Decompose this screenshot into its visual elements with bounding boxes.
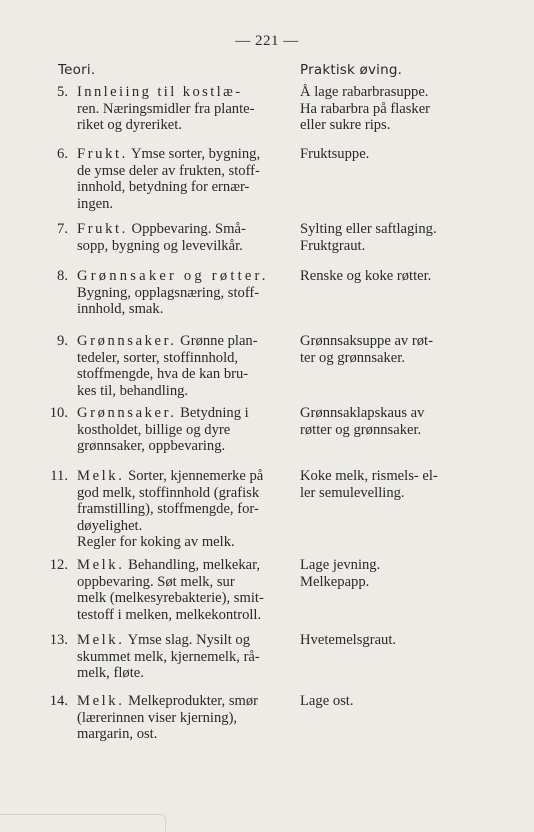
entry-number: 6.: [57, 146, 68, 162]
entry-theory: [77, 557, 282, 623]
theory-line: Innleiing til kostlæ-: [77, 84, 243, 100]
theory-line: ren. Næringsmidler fra plante-: [77, 100, 255, 117]
entry-number: 7.: [57, 221, 68, 237]
entry-theory: [77, 221, 282, 254]
theory-line: innhold, smak.: [77, 301, 164, 317]
entry-theory: [77, 468, 282, 551]
theory-line: melk (melkesyrebakterie), smit-: [77, 590, 264, 606]
theory-line: Frukt. Oppbevaring. Små-: [77, 221, 246, 237]
entry-practice: [300, 632, 462, 649]
theory-line: margarin, ost.: [77, 726, 158, 742]
theory-line: ingen.: [77, 195, 114, 212]
entry-theory: [77, 405, 282, 455]
entry-practice: [300, 268, 462, 285]
theory-line: god melk, stoffinnhold (grafisk: [77, 484, 260, 501]
entry-practice: [300, 84, 462, 134]
theory-line: testoff i melken, melkekontroll.: [77, 606, 262, 623]
theory-line: kostholdet, billige og dyre: [77, 421, 231, 438]
theory-line: Frukt. Ymse sorter, bygning,: [77, 146, 261, 162]
theory-line: døyelighet.: [77, 517, 143, 534]
practice-line: Renske og koke røtter.: [300, 268, 432, 284]
practice-line: Sylting eller saftlaging.: [300, 221, 437, 237]
practice-line: Grønnsaksuppe av røt-: [300, 333, 433, 349]
practice-line: røtter og grønnsaker.: [300, 421, 422, 438]
practice-line: Lage jevning.: [300, 557, 381, 573]
entry-number: 11.: [50, 468, 68, 484]
theory-line: kes til, behandling.: [77, 382, 189, 399]
entry-practice: [300, 557, 462, 590]
theory-line: Melk. Ymse slag. Nysilt og: [77, 632, 250, 648]
theory-line: grønnsaker, oppbevaring.: [77, 438, 226, 454]
theory-line: sopp, bygning og levevilkår.: [77, 237, 243, 254]
practice-line: Fruktsuppe.: [300, 146, 370, 162]
entry-practice: [300, 221, 462, 254]
theory-line: Grønnsaker og røtter.: [77, 268, 269, 284]
practice-line: Lage ost.: [300, 693, 354, 709]
heading-theory: Teori.: [58, 62, 96, 78]
practice-line: eller sukre rips.: [300, 117, 391, 133]
entry-practice: [300, 468, 462, 501]
theory-line: Grønnsaker. Betydning i: [77, 405, 249, 421]
entry-number: 9.: [57, 333, 68, 349]
practice-line: Hvetemelsgraut.: [300, 632, 397, 648]
page-edge-mark: [0, 814, 166, 832]
entry-practice: [300, 693, 462, 710]
theory-line: framstilling), stoffmengde, for-: [77, 501, 259, 517]
entry-theory: [77, 146, 282, 212]
theory-line: innhold, betydning for ernær-: [77, 179, 250, 195]
entry-theory: [77, 333, 282, 399]
practice-line: Å lage rabarbrasuppe.: [300, 84, 429, 100]
entry-theory: [77, 693, 282, 743]
entry-theory: [77, 268, 282, 318]
practice-line: ler semulevelling.: [300, 484, 405, 501]
practice-line: Koke melk, rismels- el-: [300, 468, 438, 484]
entry-theory: [77, 84, 282, 134]
heading-practice: Praktisk øving.: [300, 62, 403, 78]
theory-line: oppbevaring. Søt melk, sur: [77, 573, 235, 590]
practice-line: Ha rabarbra på flasker: [300, 100, 431, 117]
practice-line: Grønnsaklapskaus av: [300, 405, 425, 421]
theory-line: stoffmengde, hva de kan bru-: [77, 366, 249, 382]
entry-theory: [77, 632, 282, 682]
practice-line: ter og grønnsaker.: [300, 349, 405, 366]
theory-line: melk, fløte.: [77, 665, 144, 681]
theory-line: skummet melk, kjernemelk, rå-: [77, 648, 260, 665]
entry-practice: [300, 333, 462, 366]
theory-line: riket og dyreriket.: [77, 117, 182, 133]
theory-line: Melk. Behandling, melkekar,: [77, 557, 261, 573]
entry-number: 14.: [49, 693, 68, 709]
theory-line: Melk. Sorter, kjennemerke på: [77, 468, 264, 484]
entry-number: 8.: [57, 268, 68, 284]
entry-number: 13.: [49, 632, 68, 648]
theory-line: (lærerinnen viser kjerning),: [77, 709, 238, 726]
theory-line: Bygning, opplagsnæring, stoff-: [77, 284, 260, 301]
practice-line: Fruktgraut.: [300, 237, 366, 254]
theory-line: tedeler, sorter, stoffinnhold,: [77, 349, 239, 366]
theory-line: de ymse deler av frukten, stoff-: [77, 162, 260, 179]
theory-line: Melk. Melkeprodukter, smør: [77, 693, 259, 709]
theory-line: Grønnsaker. Grønne plan-: [77, 333, 258, 349]
theory-line: Regler for koking av melk.: [77, 534, 235, 550]
entry-practice: [300, 146, 462, 163]
page-number: — 221 —: [235, 33, 299, 49]
entry-number: 10.: [49, 405, 68, 421]
practice-line: Melkepapp.: [300, 573, 370, 590]
entry-number: 5.: [57, 84, 68, 100]
entry-practice: [300, 405, 462, 438]
entry-number: 12.: [49, 557, 68, 573]
